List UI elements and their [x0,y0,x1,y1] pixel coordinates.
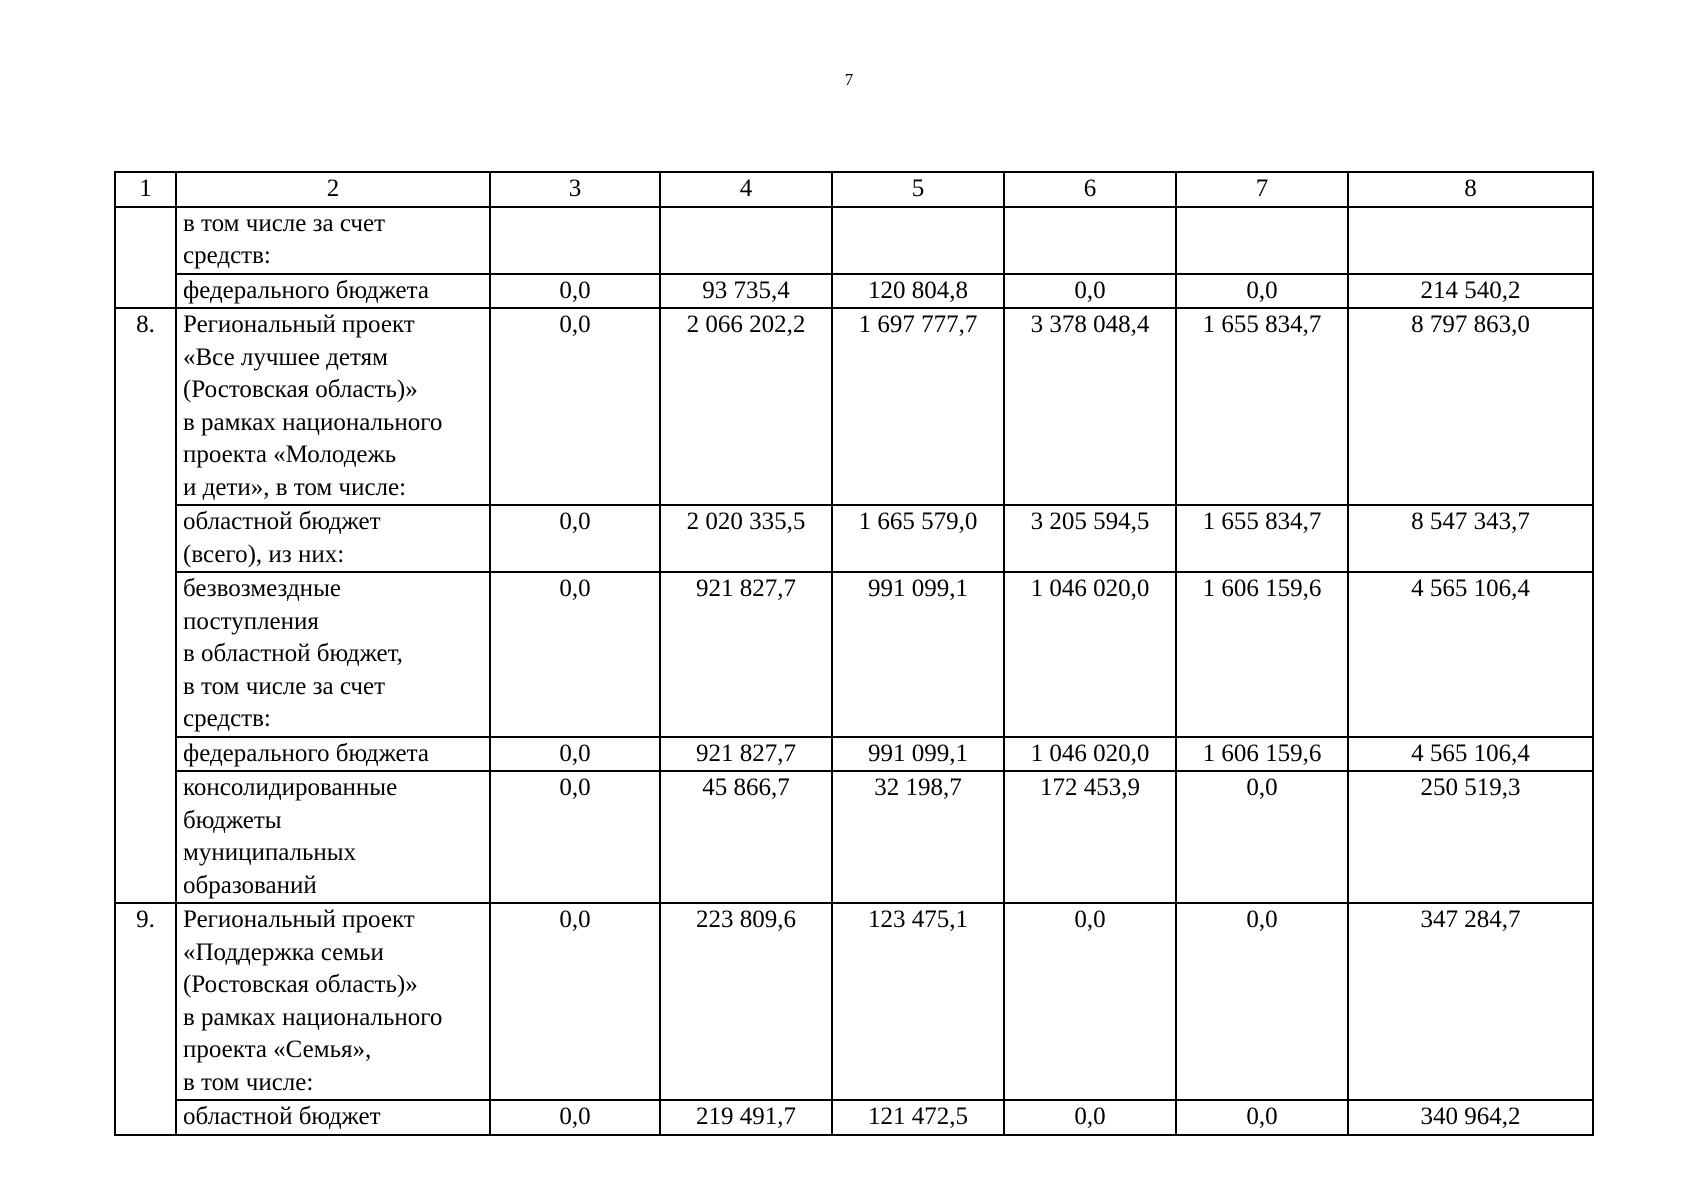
table-row [115,737,1593,772]
value-cell-col-7: 0,0 [1176,274,1348,309]
value-cell-col-3: 0,0 [490,737,660,772]
value-cell-col-3: 0,0 [490,572,660,737]
value-cell-col-4 [660,207,832,274]
row-name-line: в рамках национального [183,1003,443,1031]
row-name-line: средств: [183,242,271,269]
row-name-cell [176,572,490,737]
row-name-line: поступления [183,607,319,635]
table-row [115,771,1593,903]
row-name-cell [176,274,490,309]
row-name-line: проекта «Молодежь [183,441,397,468]
value-cell-col-6: 3 378 048,4 [1004,308,1176,505]
value-cell-col-4: 223 809,6 [660,903,832,1100]
row-number-cell: 9. [115,903,176,1135]
row-name-cell [176,308,490,505]
value-cell-col-6 [1004,207,1176,274]
value-cell-col-8: 4 565 106,4 [1348,572,1593,737]
row-name-line: и дети», в том числе: [183,473,407,501]
value-cell-col-5: 120 804,8 [832,274,1004,309]
page-number: 7 [844,70,854,89]
value-cell-col-5: 1 665 579,0 [832,505,1004,572]
value-cell-col-7: 1 655 834,7 [1176,308,1348,505]
value-cell-col-7: 0,0 [1176,903,1348,1100]
budget-table [114,171,1594,1136]
row-name-line: «Поддержка семьи [183,938,384,966]
row-name-cell [176,771,490,903]
row-name-line: Региональный проект [183,311,415,338]
value-cell-col-3: 0,0 [490,903,660,1100]
row-number-cell [115,207,176,309]
row-name-line: муниципальных [183,839,357,866]
value-cell-col-7: 1 606 159,6 [1176,572,1348,737]
header-cell-2: 2 [176,172,490,207]
row-name-cell [176,903,490,1100]
row-name-line: образований [183,871,317,899]
value-cell-col-4: 2 066 202,2 [660,308,832,505]
value-cell-col-3: 0,0 [490,274,660,309]
row-name-line: областной бюджет [183,1103,381,1130]
row-name-line: в областной бюджет, [183,640,403,667]
header-cell-8: 8 [1348,172,1593,207]
value-cell-col-6: 0,0 [1004,274,1176,309]
header-cell-4: 4 [660,172,832,207]
value-cell-col-6: 172 453,9 [1004,771,1176,903]
value-cell-col-8: 8 547 343,7 [1348,505,1593,572]
table-row [115,207,1593,274]
value-cell-col-4: 921 827,7 [660,737,832,772]
table-header-row [115,172,1593,207]
value-cell-col-4: 93 735,4 [660,274,832,309]
table-row [115,572,1593,737]
value-cell-col-8: 250 519,3 [1348,771,1593,903]
value-cell-col-5: 991 099,1 [832,737,1004,772]
header-cell-6: 6 [1004,172,1176,207]
table-row [115,903,1593,1100]
value-cell-col-7: 1 655 834,7 [1176,505,1348,572]
value-cell-col-5: 121 472,5 [832,1100,1004,1135]
row-name-line: бюджеты [183,806,282,834]
value-cell-col-4: 921 827,7 [660,572,832,737]
value-cell-col-6: 0,0 [1004,903,1176,1100]
value-cell-col-5: 123 475,1 [832,903,1004,1100]
value-cell-col-3: 0,0 [490,308,660,505]
value-cell-col-3: 0,0 [490,771,660,903]
value-cell-col-3: 0,0 [490,505,660,572]
row-name-line: федерального бюджета [183,739,429,767]
row-name-line: в том числе за счет [183,672,386,700]
row-name-line: (Ростовская область)» [183,376,418,403]
row-name-line: «Все лучшее детям [183,343,388,371]
value-cell-col-8: 347 284,7 [1348,903,1593,1100]
value-cell-col-8: 8 797 863,0 [1348,308,1593,505]
row-name-cell [176,737,490,772]
value-cell-col-6: 0,0 [1004,1100,1176,1135]
table-row [115,308,1593,505]
value-cell-col-6: 1 046 020,0 [1004,572,1176,737]
row-name-line: (всего), из них: [183,540,345,568]
value-cell-col-6: 3 205 594,5 [1004,505,1176,572]
value-cell-col-7: 1 606 159,6 [1176,737,1348,772]
row-number-cell: 8. [115,308,176,903]
value-cell-col-8 [1348,207,1593,274]
value-cell-col-4: 45 866,7 [660,771,832,903]
row-name-cell [176,505,490,572]
value-cell-col-5: 32 198,7 [832,771,1004,903]
row-name-line: средств: [183,705,271,732]
value-cell-col-8: 214 540,2 [1348,274,1593,309]
row-name-cell [176,1100,490,1135]
value-cell-col-5 [832,207,1004,274]
row-name-line: в том числе: [183,1068,314,1096]
row-name-line: консолидированные [183,774,398,801]
row-name-line: проекта «Семья», [183,1036,372,1063]
header-cell-1: 1 [115,172,176,207]
value-cell-col-4: 2 020 335,5 [660,505,832,572]
header-cell-7: 7 [1176,172,1348,207]
value-cell-col-6: 1 046 020,0 [1004,737,1176,772]
row-name-line: областной бюджет [183,508,381,535]
row-name-line: в рамках национального [183,408,443,436]
row-name-line: (Ростовская область)» [183,971,418,998]
table-row [115,274,1593,309]
table-body [115,172,1593,1135]
value-cell-col-3 [490,207,660,274]
value-cell-col-3: 0,0 [490,1100,660,1135]
value-cell-col-8: 4 565 106,4 [1348,737,1593,772]
table-row [115,505,1593,572]
table-row [115,1100,1593,1135]
header-cell-5: 5 [832,172,1004,207]
value-cell-col-5: 991 099,1 [832,572,1004,737]
row-name-line: Региональный проект [183,906,415,933]
row-name-line: в том числе за счет [183,209,386,237]
row-name-line: безвозмездные [183,575,341,602]
row-name-line: федерального бюджета [183,276,429,304]
header-cell-3: 3 [490,172,660,207]
row-name-cell [176,207,490,274]
value-cell-col-8: 340 964,2 [1348,1100,1593,1135]
value-cell-col-7: 0,0 [1176,1100,1348,1135]
value-cell-col-5: 1 697 777,7 [832,308,1004,505]
value-cell-col-7 [1176,207,1348,274]
value-cell-col-7: 0,0 [1176,771,1348,903]
value-cell-col-4: 219 491,7 [660,1100,832,1135]
